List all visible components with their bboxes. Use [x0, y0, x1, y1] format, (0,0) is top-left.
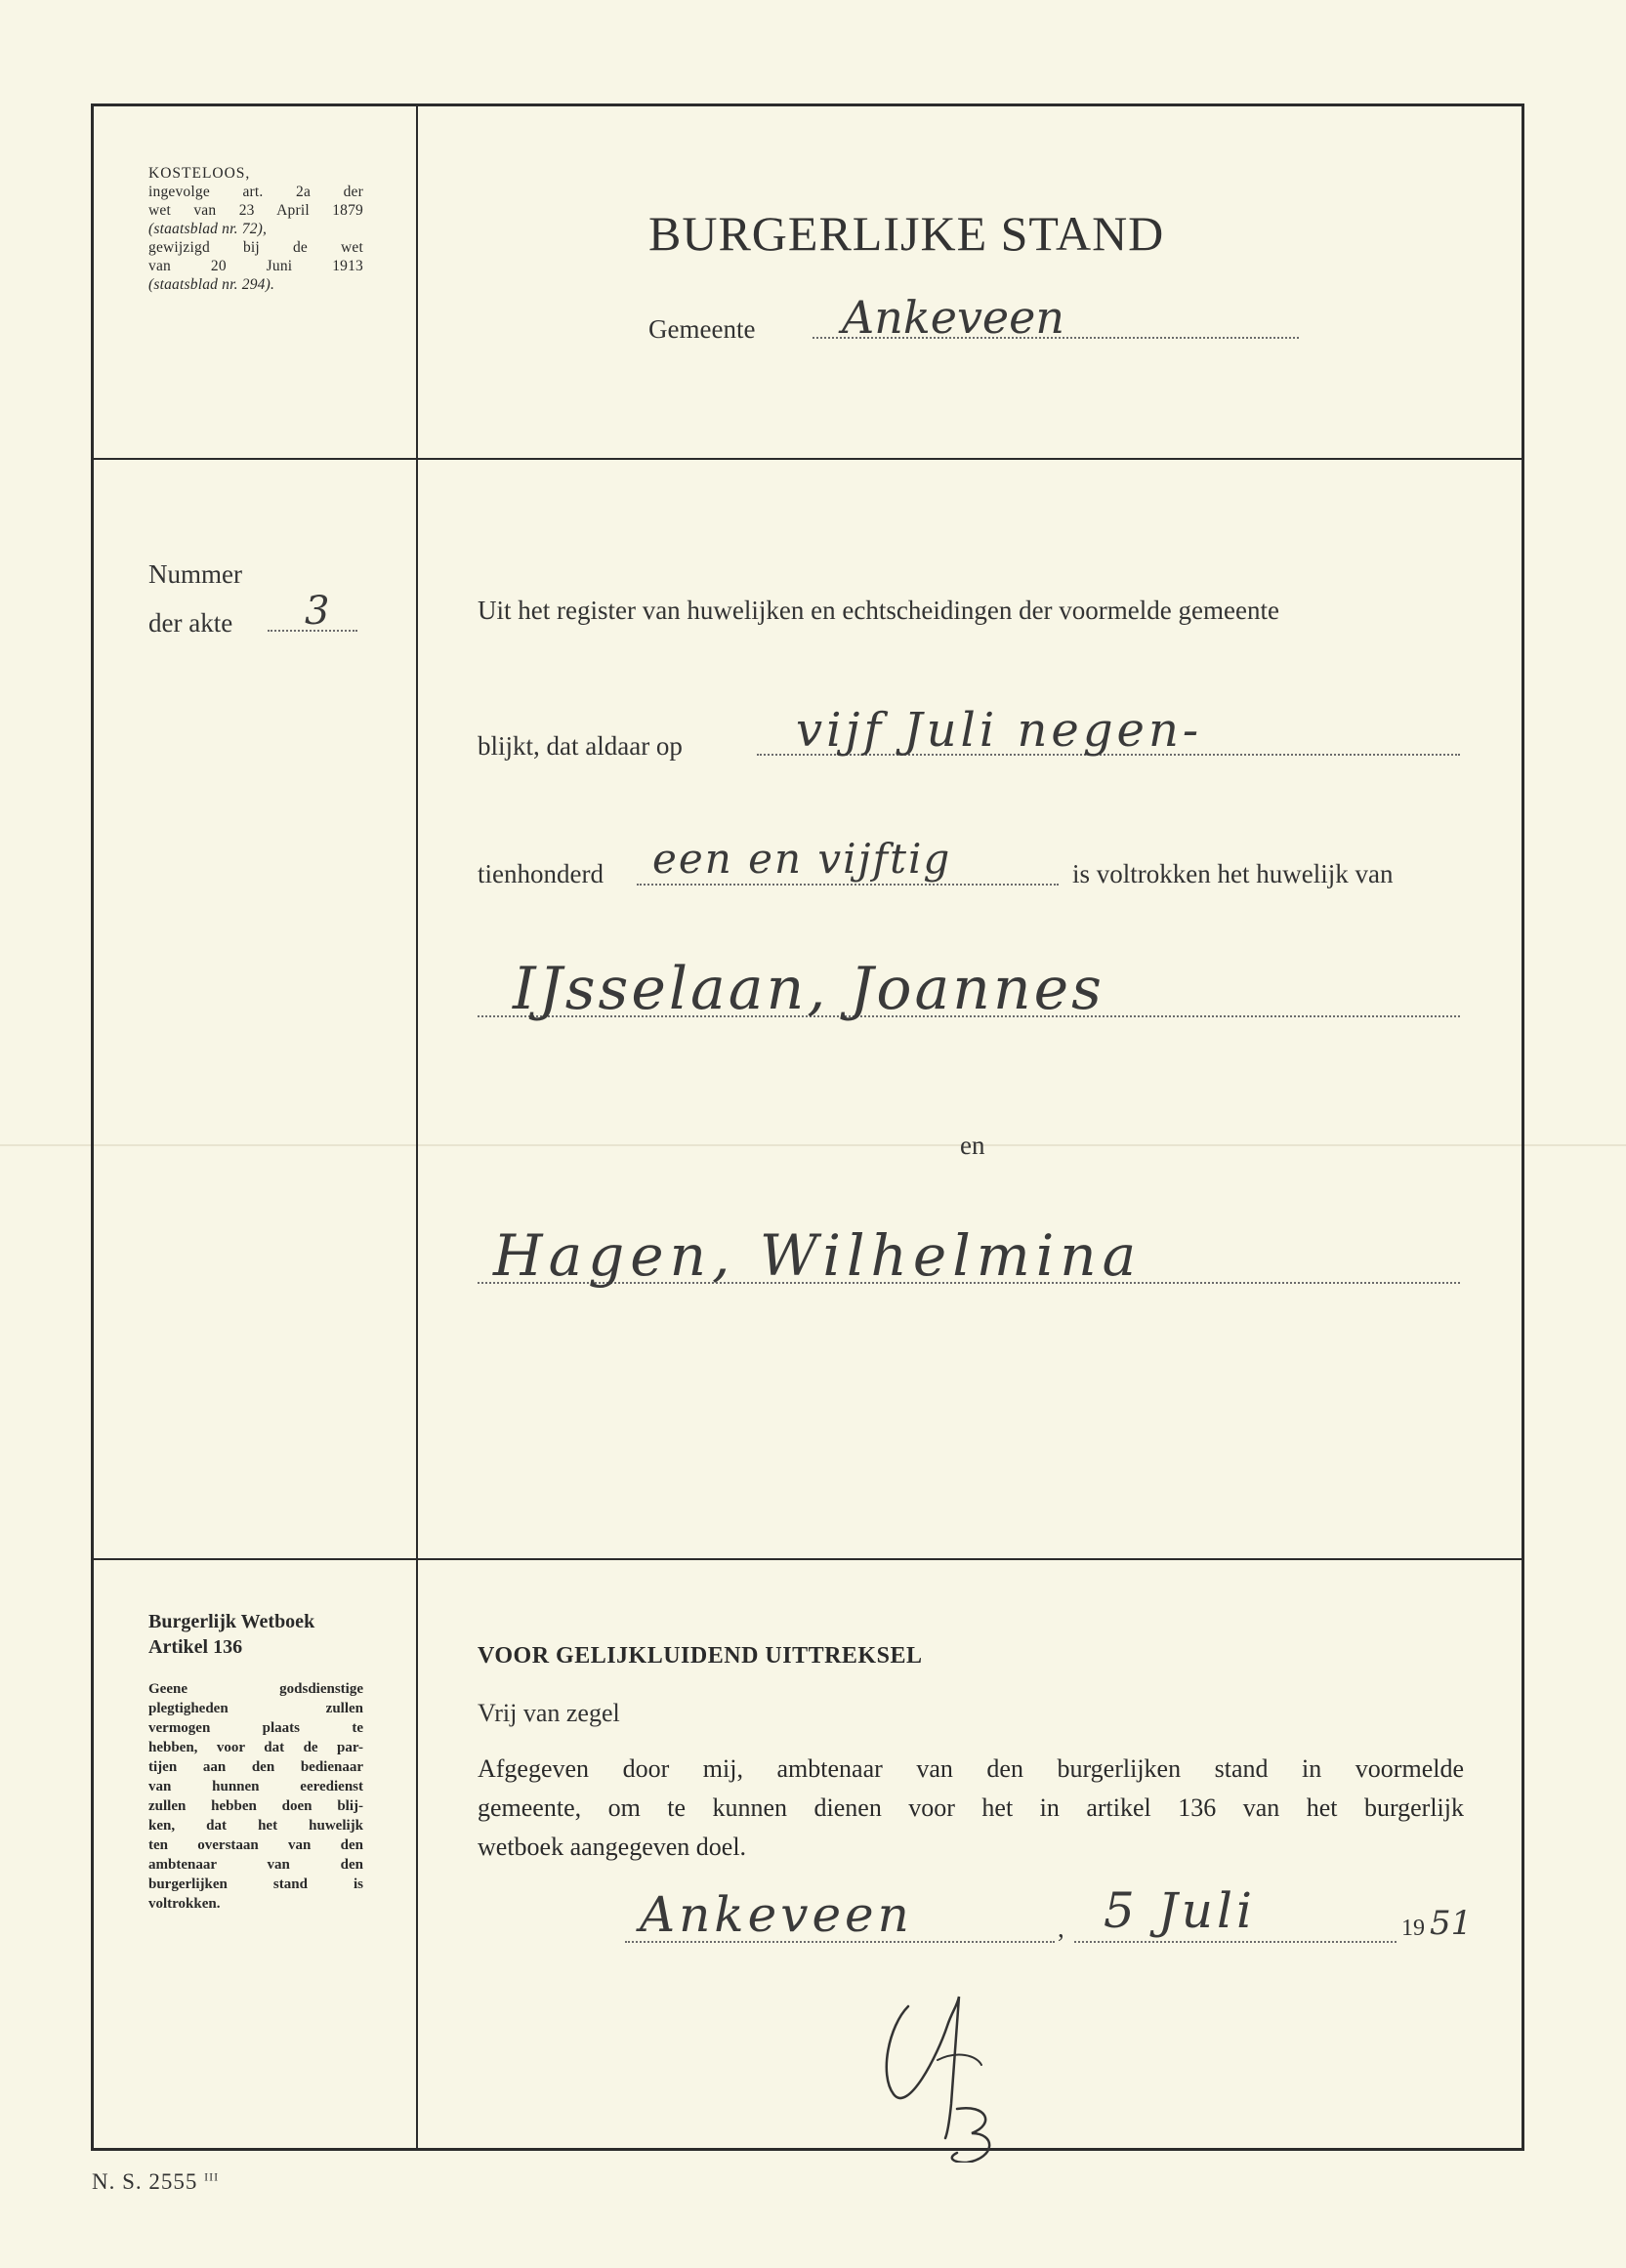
wetboek-line: zullen hebben doen blij-: [148, 1798, 363, 1814]
official-signature: [850, 1967, 1045, 2163]
row-divider-top: [91, 458, 1524, 460]
voltrokken-label: is voltrokken het huwelijk van: [1072, 859, 1394, 888]
year-prefix: 19: [1401, 1916, 1425, 1941]
place-comma: ,: [1058, 1914, 1064, 1943]
form-code-text: N. S. 2555: [92, 2169, 198, 2194]
row-divider-bottom: [91, 1558, 1524, 1560]
afgegeven-line: Afgegeven door mij, ambtenaar van den burgerlijken stand in voormelde: [478, 1754, 1464, 1783]
spouse1-handwritten: IJsselaan, Joannes: [513, 955, 1105, 1023]
wetboek-line: ken, dat het huwelijk: [148, 1818, 363, 1834]
uittreksel-heading: VOOR GELIJKLUIDEND UITTREKSEL: [478, 1643, 923, 1669]
notice-line: KOSTELOOS,: [148, 165, 251, 182]
place-handwritten: Ankeveen: [640, 1886, 913, 1943]
kosteloos-notice: [148, 164, 363, 294]
date-dotted-line-3: [1074, 1941, 1397, 1943]
akte-number-handwritten: 3: [305, 589, 330, 634]
year-suffix-handwritten: 51: [1430, 1904, 1473, 1943]
gemeente-handwritten: Ankeveen: [842, 291, 1065, 344]
date-dotted-line-2: [637, 884, 1059, 886]
wetboek-line: plegtigheden zullen: [148, 1701, 363, 1716]
notice-line: wet van 23 April 1879: [148, 202, 363, 219]
wetboek-line: hebben, voor dat de par-: [148, 1740, 363, 1755]
en-label: en: [960, 1131, 985, 1160]
page-title: BURGERLIJKE STAND: [648, 206, 1165, 261]
date-handwritten-2: een en vijftig: [652, 835, 952, 883]
date-handwritten-1: vijf Juli negen-: [796, 703, 1203, 758]
zegel-text: Vrij van zegel: [478, 1699, 620, 1727]
wetboek-line: van hunnen eeredienst: [148, 1779, 363, 1794]
wetboek-line: ambtenaar van den: [148, 1857, 363, 1873]
notice-line: ingevolge art. 2a der: [148, 184, 363, 200]
wetboek-line: vermogen plaats te: [148, 1720, 363, 1736]
akte-label-line2: der akte: [148, 608, 233, 638]
wetboek-line: burgerlijken stand is: [148, 1876, 363, 1892]
wetboek-line: tijen aan den bedienaar: [148, 1759, 363, 1775]
form-code: [92, 2169, 219, 2195]
afgegeven-line: gemeente, om te kunnen dienen voor het in artikel 136 van het burgerlijk: [478, 1794, 1464, 1822]
column-divider: [416, 103, 418, 2151]
issue-date-handwritten: 5 Juli: [1104, 1882, 1256, 1939]
wetboek-heading-line2: Artikel 136: [148, 1636, 243, 1658]
wetboek-heading: [148, 1609, 314, 1660]
wetboek-line: ten overstaan van den: [148, 1837, 363, 1853]
akte-label-line1: Nummer: [148, 559, 242, 589]
wetboek-heading-line1: Burgerlijk Wetboek: [148, 1611, 315, 1632]
blijkt-label: blijkt, dat aldaar op: [478, 731, 683, 761]
spouse2-handwritten: Hagen, Wilhelmina: [493, 1222, 1143, 1289]
wetboek-line: Geene godsdienstige: [148, 1681, 363, 1697]
notice-line: (staatsblad nr. 294).: [148, 276, 275, 293]
gemeente-label: Gemeente: [648, 314, 756, 344]
wetboek-article-text: [148, 1679, 363, 1914]
notice-line: gewijzigd bij de wet: [148, 239, 363, 256]
notice-line: van 20 Juni 1913: [148, 258, 363, 274]
notice-line: (staatsblad nr. 72),: [148, 221, 268, 237]
wetboek-line: voltrokken.: [148, 1896, 221, 1912]
register-intro: Uit het register van huwelijken en echtscheidingen der voormelde gemeente: [478, 596, 1279, 625]
form-code-suffix: III: [204, 2169, 220, 2184]
tienhonderd-label: tienhonderd: [478, 859, 604, 888]
afgegeven-line: wetboek aangegeven doel.: [478, 1833, 747, 1861]
afgegeven-paragraph: [478, 1750, 1464, 1867]
